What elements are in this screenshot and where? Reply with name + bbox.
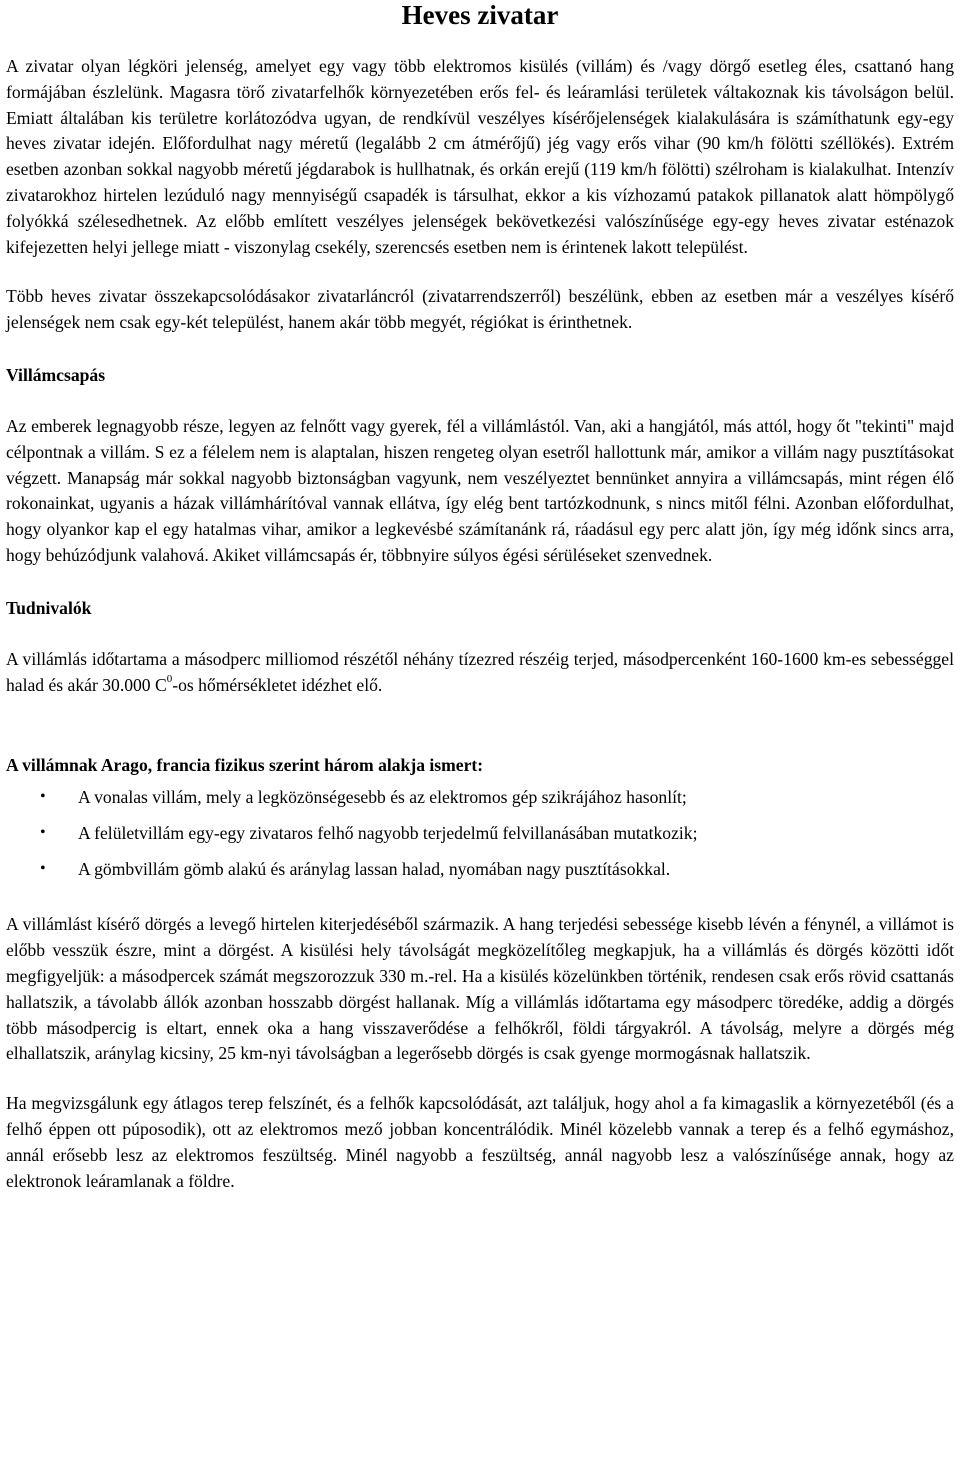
degree-superscript: 0	[166, 672, 173, 685]
bullet-icon: •	[40, 860, 46, 878]
elektromos-mezo-paragraph: Ha megvizsgálunk egy átlagos terep felszínét, és a felhők kapcsolódását, azt találjuk, hogy ahol a fa kimagaslik a környezetéből (és a felhő éppen ott púposodik), ott az elektromos mező jobban koncentrálódik. Minél közelebb vannak a terep és a felhő egymáshoz, annál erősebb lesz az elektromos feszültség. Minél nagyobb a feszültség, annál nagyobb lesz a valószínűsége annak, hogy az elektronok leáramlanak a földre.	[6, 1093, 954, 1191]
list-item	[6, 820, 954, 846]
list-item-text: A felületvillám egy-egy zivataros felhő nagyobb terjedelmű felvillanásában mutatkozik;	[78, 823, 698, 844]
villamcsapas-paragraph: Az emberek legnagyobb része, legyen az felnőtt vagy gyerek, fél a villámlástól. Van, aki a hangjától, más attól, hogy őt "tekinti" majd célpontnak a villám. S ez a félelem nem is alaptalan, hiszen rengeteg olyan esetről hallottunk már, amikor a villám nagy pusztításokat végzett. Manapság már sokkal nagyobb biztonságban vagyunk, nem veszélyeztet bennünket annyira a villámcsapás, mint régen élő rokonainkat, ugyanis a házak villámhárítóval vannak ellátva, így elég bent tartózkodnunk, s nincs mitől félni. Azonban előfordulhat, hogy olyankor kap el egy hatalmas vihar, amikor a legkevésbé számítanánk rá, ráadásul egy perc alatt jön, így még időnk sincs arra, hogy behúzódjunk valahová. Akiket villámcsapás ér, többnyire súlyos égési sérüléseket szenvednek.	[6, 415, 954, 565]
list-item-text: A gömbvillám gömb alakú és aránylag lassan halad, nyomában nagy pusztításokkal.	[78, 859, 671, 880]
tudnivalok-paragraph	[6, 647, 954, 699]
list-item	[6, 856, 954, 882]
tudnivalok-text-main: A villámlás időtartama a másodperc milliomod részétől néhány tízezred részéig terjed, másodpercenként 160-1600 km-es sebességgel halad és akár 30.000 C	[6, 648, 954, 695]
tudnivalok-text-end: -os hőmérsékletet idézhet elő.	[172, 674, 383, 695]
list-item-text: A vonalas villám, mely a legközönségesebb és az elektromos gép szikrájához hasonlít;	[78, 787, 687, 808]
arago-heading: A villámnak Arago, francia fizikus szerint három alakja ismert:	[6, 755, 484, 776]
intro-paragraph: A zivatar olyan légköri jelenség, amelyet egy vagy több elektromos kisülés (villám) és /vagy dörgő esetleg éles, csattanó hang formájában észlelünk. Magasra törő zivatarfelhők környezetében erős fel- és leáramlási területek váltakoznak kis távolságon belül. Emiatt általában kis területre korlátozódva ugyan, de rendkívül veszélyes kísérőjelenségek kialakulására is számíthatunk egy-egy heves zivatar idején. Előfordulhat nagy méretű (legalább 2 cm átmérőjű) jég vagy erős vihar (90 km/h fölötti széllökés). Extrém esetben azonban sokkal nagyobb méretű jégdarabok is hullhatnak, és orkán erejű (119 km/h fölötti) szélroham is kialakulhat. Intenzív zivatarokhoz hirtelen lezúduló nagy mennyiségű csapadék is társulhat, ekkor a kis vízhozamú patakok pillanatok alatt hömpölygő folyókká szélesedhetnek. Az előbb említett veszélyes jelenségek bekövetkezési valószínűsége egy-egy heves zivatar esténazok kifejezetten helyi jellege miatt - viszonylag csekély, szerencsés esetben nem is érintenek lakott települést.	[6, 56, 954, 257]
zivatarlanc-paragraph: Több heves zivatar összekapcsolódásakor zivatarláncról (zivatarrendszerről) beszélünk, ebben az esetben már a veszélyes kísérő jelenségek nem csak egy-két települést, hanem akár több megyét, régiókat is érinthetnek.	[6, 286, 954, 333]
villamcsapas-heading: Villámcsapás	[6, 364, 106, 385]
bullet-icon: •	[40, 824, 46, 842]
list-item	[6, 784, 954, 810]
page-title: Heves zivatar	[401, 0, 559, 30]
dorges-paragraph: A villámlást kísérő dörgés a levegő hirtelen kiterjedéséből származik. A hang terjedési sebessége kisebb lévén a fénynél, a villámot is előbb vesszük észre, mint a dörgést. A kisülési hely távolságát megközelítőleg megkapjuk, ha a villámlás és dörgés közötti időt megfigyeljük: a másodpercek számát megszorozzuk 330 m.-rel. Ha a kisülés közelünkben történik, rendesen csak erős rövid csattanás hallatszik, a távolabb állók azonban hosszabb dörgést hallanak. Míg a villámlás időtartama egy másodperc töredéke, addig a dörgés több másodpercig is eltart, ennek oka a hang visszaverődése a felhőkről, földi tárgyakról. A távolság, melyre a dörgés még elhallatszik, aránylag kicsiny, 25 km-nyi távolságban a legerősebb dörgés is csak gyenge mormogásnak hallatszik.	[6, 914, 954, 1064]
document-page	[6, 0, 954, 1194]
tudnivalok-heading: Tudnivalók	[6, 597, 92, 618]
villam-types-list	[6, 784, 954, 882]
bullet-icon: •	[40, 788, 46, 806]
